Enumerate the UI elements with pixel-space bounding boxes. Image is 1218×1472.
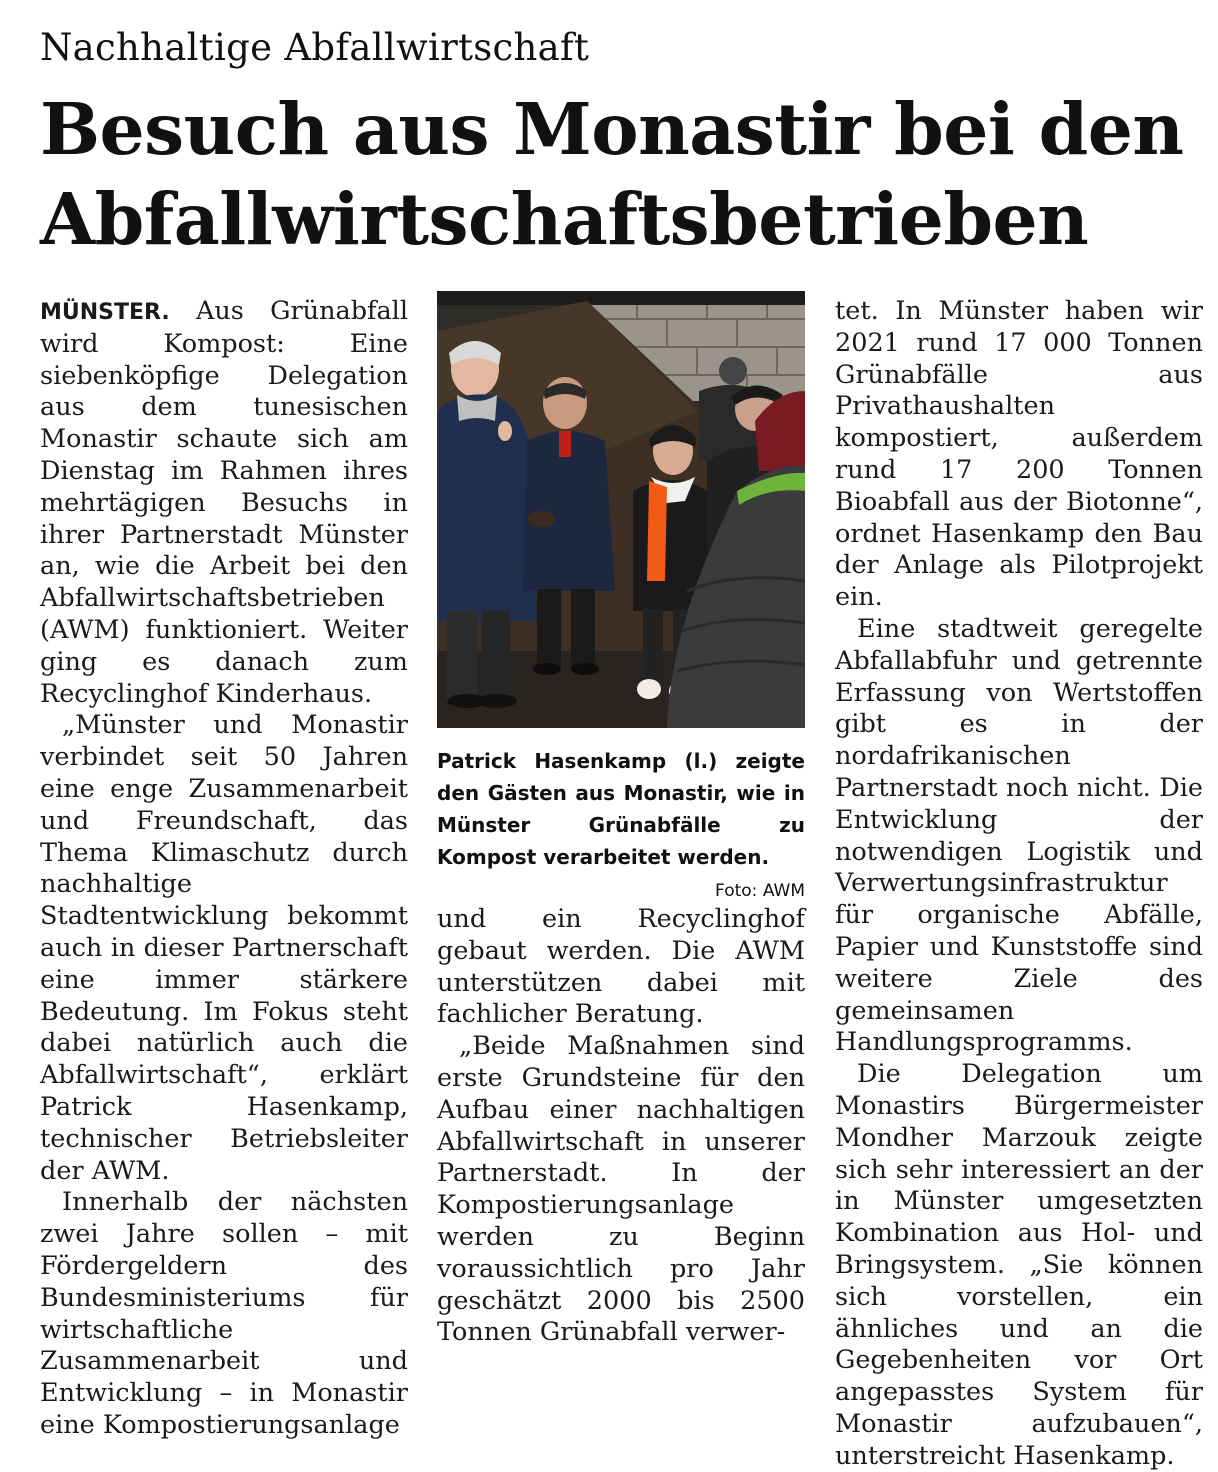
photo-credit: Foto: AWM bbox=[715, 881, 805, 901]
column-3 bbox=[835, 296, 1203, 1472]
article-photo bbox=[437, 291, 805, 728]
dateline: MÜNSTER. bbox=[40, 300, 170, 325]
paragraph: und ein Recyclinghof gebaut werden. Die AWM unterstützen dabei mit fachlicher Beratung. bbox=[437, 904, 805, 1030]
column-2 bbox=[437, 904, 805, 1349]
paragraph bbox=[40, 296, 408, 710]
paragraph: Die Delegation um Monastirs Bürgermeister Mondher Marzouk zeigte sich sehr interessiert an der in Münster umgesetzten Kombination aus Hol- und Bringsystem. „Sie können sich vorstellen, ein ähnliches und an die Gegebenheiten vor Ort angepasstes System für Monastir aufzubauen“, unterstreicht Hasenkamp. bbox=[835, 1059, 1203, 1471]
photo-caption bbox=[437, 745, 805, 907]
paragraph: „Beide Maßnahmen sind erste Grundsteine für den Aufbau einer nachhaltigen Abfallwirtschaft in unserer Partnerstadt. In der Kompostierungsanlage werden zu Beginn voraussichtlich pro Jahr geschätzt 2000 bis 2500 Tonnen Grünabfall verwer- bbox=[437, 1031, 805, 1348]
paragraph: Innerhalb der nächsten zwei Jahre sollen – mit Fördergeldern des Bundesministeriums für wirtschaftliche Zusammenarbeit und Entwicklung – in Monastir eine Kompostierungsanlage bbox=[40, 1187, 408, 1440]
paragraph: „Münster und Monastir verbindet seit 50 Jahren eine enge Zusammenarbeit und Freundschaft, das Thema Klimaschutz durch nachhaltige Stadtentwicklung bekommt auch in dieser Partnerschaft eine immer stärkere Bedeutung. Im Fokus steht dabei natürlich auch die Abfallwirtschaft“, erklärt Patrick Hasenkamp, technischer Betriebsleiter der AWM. bbox=[40, 710, 408, 1186]
column-1 bbox=[40, 296, 408, 1442]
paragraph: tet. In Münster haben wir 2021 rund 17 000 Tonnen Grünabfälle aus Privathaushalten kompostiert, außerdem rund 17 200 Tonnen Bioabfall aus der Biotonne“, ordnet Hasenkamp den Bau der Anlage als Pilotprojekt ein. bbox=[835, 296, 1203, 613]
caption-text: Patrick Hasenkamp (l.) zeigte den Gästen aus Monastir, wie in Münster Grünabfälle zu Kompost verarbeitet werden. bbox=[437, 749, 805, 869]
headline: Besuch aus Monastir bei den Abfallwirtschaftsbetrieben bbox=[40, 87, 1184, 261]
paragraph: Eine stadtweit geregelte Abfallabfuhr und getrennte Erfassung von Wertstoffen gibt es in der nordafrikanischen Partnerstadt noch nicht. Die Entwicklung der notwendigen Logistik und Verwertungsinfrastruktur für organische Abfälle, Papier und Kunststoffe sind weitere Ziele des gemeinsamen Handlungsprogramms. bbox=[835, 613, 1203, 1058]
kicker: Nachhaltige Abfallwirtschaft bbox=[40, 26, 590, 69]
paragraph-text: Aus Grünabfall wird Kompost: Eine siebenköpfige Delegation aus dem tunesischen Monastir schaute sich am Dienstag im Rahmen ihres mehrtägigen Besuchs in ihrer Partnerstadt Münster an, wie die Arbeit bei den Abfallwirtschaftsbetrieben (AWM) funktioniert. Weiter ging es danach zum Recyclinghof Kinderhaus. bbox=[40, 296, 408, 709]
